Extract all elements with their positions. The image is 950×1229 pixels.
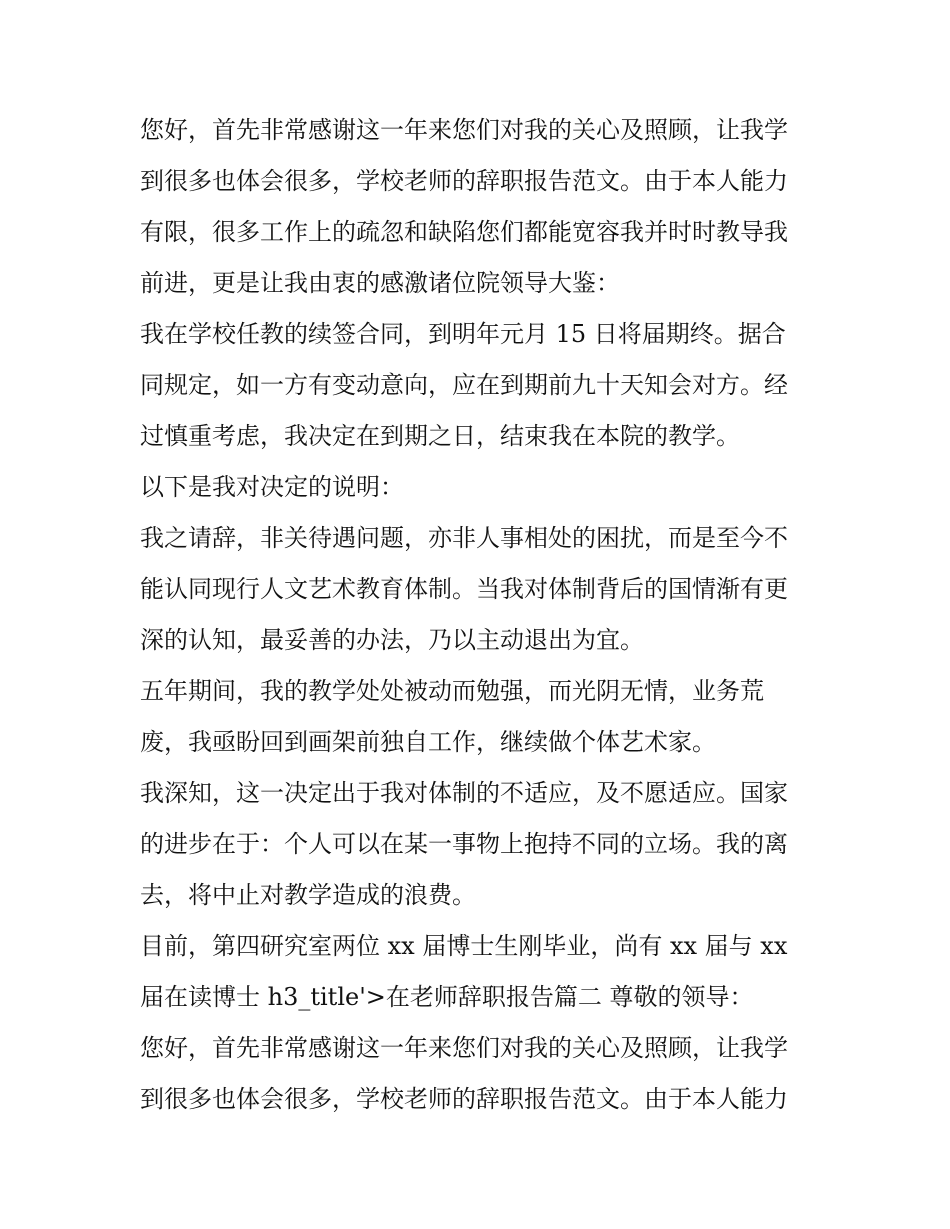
text-line: 深的认知，最妥善的办法，乃以主动退出为宜。 bbox=[140, 626, 644, 654]
text-line: 到很多也体会很多，学校老师的辞职报告范文。由于本人能力 bbox=[140, 167, 788, 195]
text-line: 您好，首先非常感谢这一年来您们对我的关心及照顾，让我学 bbox=[140, 116, 788, 144]
text-line: 您好，首先非常感谢这一年来您们对我的关心及照顾，让我学 bbox=[140, 1034, 788, 1062]
text-line: 能认同现行人文艺术教育体制。当我对体制背后的国情渐有更 bbox=[140, 575, 788, 603]
text-line: 有限，很多工作上的疏忽和缺陷您们都能宽容我并时时教导我 bbox=[140, 218, 788, 246]
text-line: 到很多也体会很多，学校老师的辞职报告范文。由于本人能力 bbox=[140, 1085, 788, 1113]
text-line: 以下是我对决定的说明： bbox=[140, 473, 404, 501]
text-line: 我深知，这一决定出于我对体制的不适应，及不愿适应。国家 bbox=[140, 779, 788, 807]
document-body bbox=[140, 105, 810, 1125]
text-line: 我之请辞，非关待遇问题，亦非人事相处的困扰，而是至今不 bbox=[140, 524, 788, 552]
text-line: 废，我亟盼回到画架前独自工作，继续做个体艺术家。 bbox=[140, 728, 716, 756]
text-line: 去，将中止对教学造成的浪费。 bbox=[140, 881, 476, 909]
text-line: 的进步在于：个人可以在某一事物上抱持不同的立场。我的离 bbox=[140, 830, 788, 858]
text-line: 目前，第四研究室两位 xx 届博士生刚毕业，尚有 xx 届与 xx bbox=[140, 932, 788, 960]
text-line: 届在读博士 h3_title'>在老师辞职报告篇二 尊敬的领导： bbox=[140, 983, 754, 1011]
text-line: 过慎重考虑，我决定在到期之日，结束我在本院的教学。 bbox=[140, 422, 740, 450]
text-line: 我在学校任教的续签合同，到明年元月 15 日将届期终。据合 bbox=[140, 320, 786, 348]
text-line: 五年期间，我的教学处处被动而勉强，而光阴无情，业务荒 bbox=[140, 677, 764, 705]
text-line: 前进，更是让我由衷的感激诸位院领导大鉴： bbox=[140, 269, 620, 297]
text-line: 同规定，如一方有变动意向，应在到期前九十天知会对方。经 bbox=[140, 371, 788, 399]
